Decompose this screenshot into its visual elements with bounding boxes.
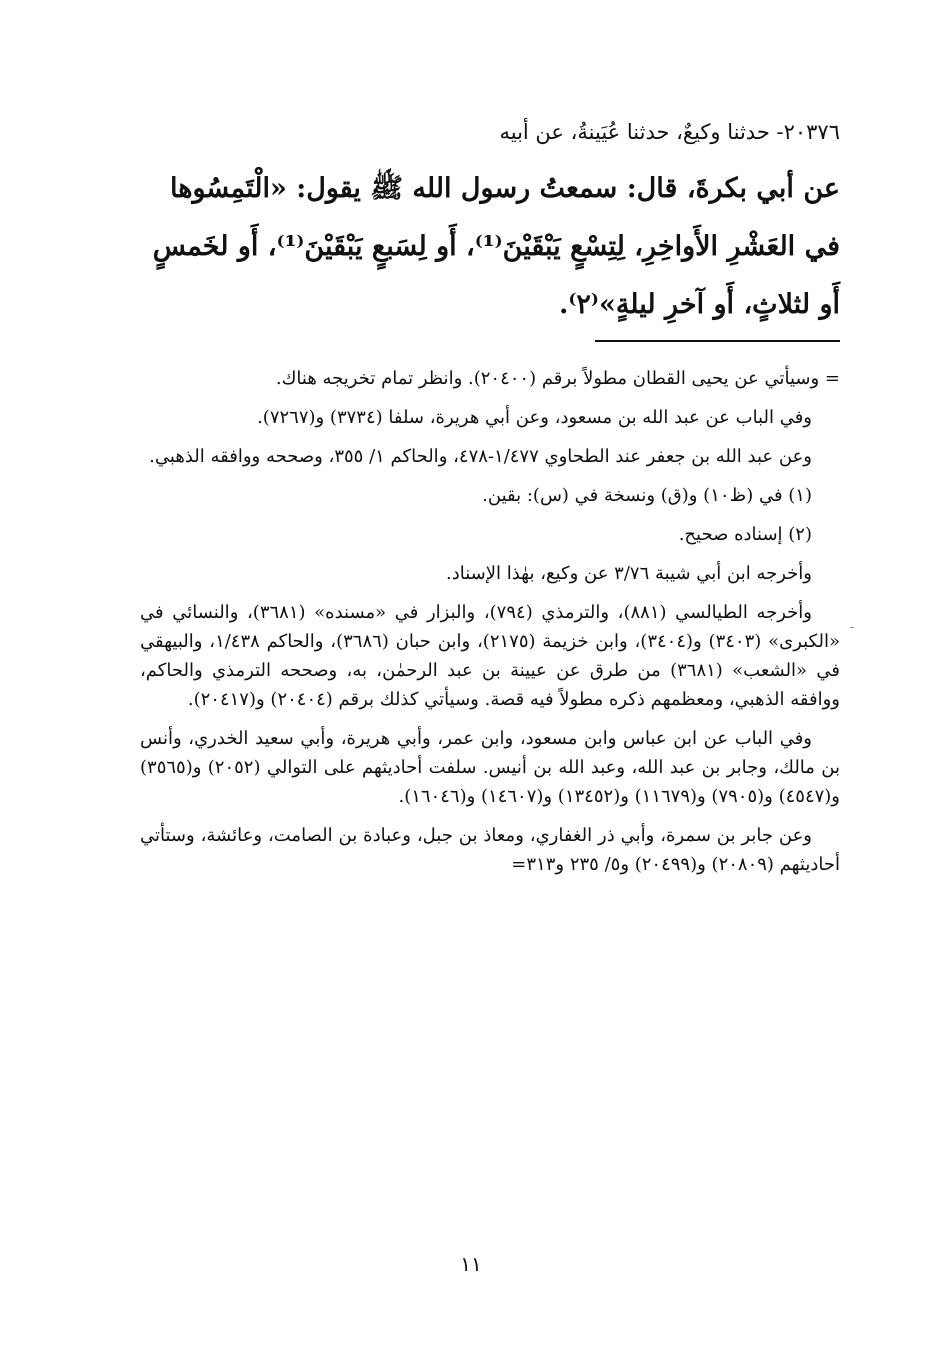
footnotes-section — [140, 364, 840, 889]
hadith-body — [140, 160, 840, 334]
footnote-paragraph: وأخرجه الطيالسي (٨٨١)، والترمذي (٧٩٤)، والبزار في «مسنده» (٣٦٨١)، والنسائي في «الكبرى» (٣٤٠٣) و(٣٤٠٤)، وابن خزيمة (٢١٧٥)، وابن حبان (٣٦٨٦)، والحاكم ١/٤٣٨، والبيهقي في «الشعب» (٣٦٨١) من طرق عن عيينة بن عبد الرحمٰن، به، وصححه الترمذي والحاكم، ووافقه الذهبي، ومعظمهم ذكره مطولاً فيه قصة. وسيأتي كذلك برقم (٢٠٤٠٤) و(٢٠٤١٧). — [140, 602, 841, 710]
hadith-line: في العَشْرِ الأَواخِرِ، لِتِسْعٍ يَبْقَيْنَ⁽¹⁾، أَو لِسَبعٍ يَبْقَيْنَ⁽¹⁾، أَو لخَمسٍ — [152, 231, 840, 262]
footnote-paragraph: = وسيأتي عن يحيى القطان مطولاً برقم (٢٠٤٠٠). وانظر تمام تخريجه هناك. — [275, 368, 840, 389]
hadith-line: عن أبي بكرةَ، قال: سمعتُ رسول الله ﷺ يقول: «الْتَمِسُوها — [169, 173, 840, 204]
footnote-paragraph: (١) في (ظ١٠) و(ق) ونسخة في (س): بقين. — [482, 485, 812, 506]
footnote-paragraph: وعن جابر بن سمرة، وأبي ذر الغفاري، ومعاذ بن جبل، وعبادة بن الصامت، وعائشة، وستأتي أحاديثهم (٢٠٨٠٩) و(٢٠٤٩٩) و٥/ ٢٣٥ و٣١٣= — [140, 825, 840, 875]
footnote-paragraph: وعن عبد الله بن جعفر عند الطحاوي ١/٤٧٧-٤٧٨، والحاكم ١/ ٣٥٥، وصححه ووافقه الذهبي. — [149, 446, 812, 467]
footnote-paragraph: وفي الباب عن عبد الله بن مسعود، وعن أبي هريرة، سلفا (٣٧٣٤) و(٧٢٦٧). — [257, 407, 812, 428]
footnote-paragraph: (٢) إسناده صحيح. — [678, 524, 812, 545]
hadith-line: أَو لثلاثٍ، أَو آخرِ ليلةٍ»⁽٢⁾. — [558, 289, 840, 320]
footnote-divider — [595, 340, 840, 342]
hadith-header: ٢٠٣٧٦- حدثنا وكيعٌ، حدثنا عُيَينةُ، عن أبيه — [499, 120, 840, 144]
footnote-paragraph: وأخرجه ابن أبي شيبة ٣/٧٦ عن وكيع، بهٰذا الإسناد. — [446, 563, 812, 584]
hadith-block — [140, 110, 840, 334]
page-number: ١١ — [460, 1252, 482, 1276]
footnote-paragraph: وفي الباب عن ابن عباس وابن مسعود، وابن عمر، وأبي هريرة، وأبي سعيد الخدري، وأنس بن مالك، وجابر بن عبد الله، وعبد الله بن أنيس. سلفت أحاديثهم على التوالي (٢٠٥٢) و(٣٥٦٥) و(٤٥٤٧) و(٧٩٠٥) و(١١٦٧٩) و(١٣٤٥٢) و(١٤٦٠٧) و(١٦٠٤٦). — [140, 728, 840, 807]
scan-mark: - — [850, 620, 855, 634]
